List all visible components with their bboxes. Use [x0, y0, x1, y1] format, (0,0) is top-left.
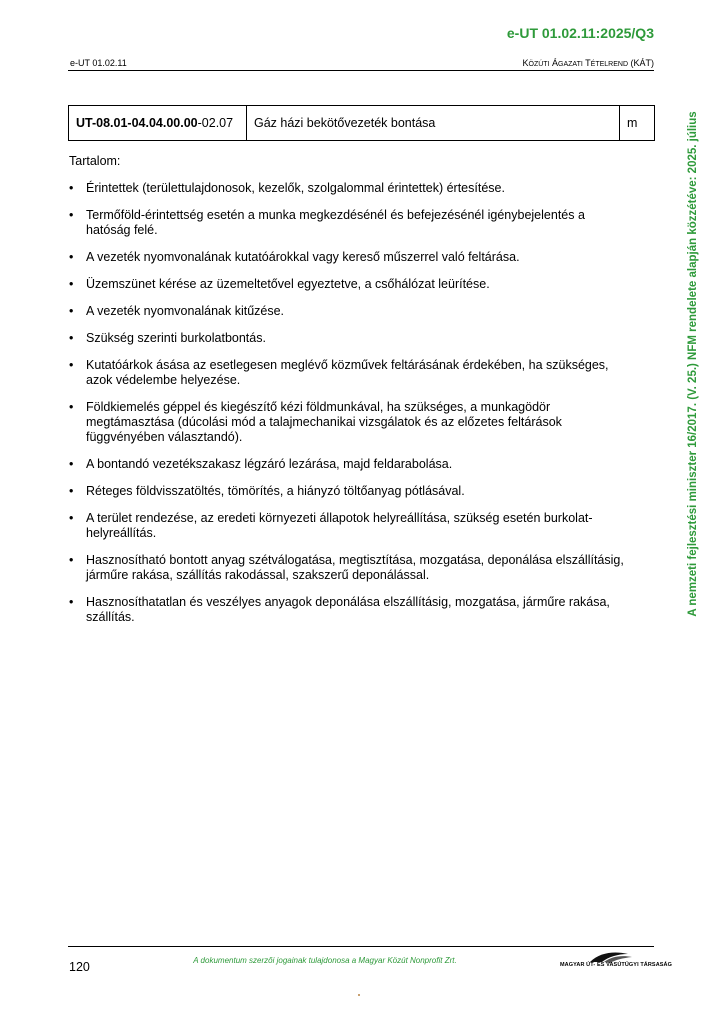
list-item: • Üzemszünet kérése az üzemeltetővel egyeztetve, a csőhálózat leürítése.	[69, 277, 490, 291]
list-item: • Réteges földvisszatöltés, tömörítés, a hiányzó töltőanyag pótlásával.	[69, 484, 465, 498]
company-logo	[560, 950, 672, 972]
list-item: • A terület rendezése, az eredeti környezeti állapotok helyreállítása, szükség esetén burkolat-helyreállítás.	[69, 511, 593, 540]
bullet-icon: •	[69, 400, 74, 414]
bullet-icon: •	[69, 331, 74, 345]
bullet-icon: •	[69, 304, 74, 318]
content-label: Tartalom:	[69, 154, 121, 168]
item-unit: m	[620, 106, 655, 141]
list-item: • A vezeték nyomvonalának kutatóárokkal vagy kereső műszerrel való feltárása.	[69, 250, 520, 264]
list-item: • Kutatóárkok ásása az esetlegesen meglévő közművek feltárásának érdekében, ha szükséges, azok védelembe helyezése.	[69, 358, 609, 387]
copyright-notice: A dokumentum szerzői jogainak tulajdonosa a Magyar Közút Nonprofit Zrt.	[193, 956, 457, 965]
bullet-icon: •	[69, 457, 74, 471]
bullet-icon: •	[69, 181, 74, 195]
item-code: UT-08.01-04.04.00.00-02.07	[69, 106, 247, 141]
list-item: • A bontandó vezetékszakasz légzáró lezárása, majd feldarabolása.	[69, 457, 453, 471]
list-item: • Földkiemelés géppel és kiegészítő kézi földmunkával, ha szükséges, a munkagödör megtámasztása (dúcolási mód a talajmechanikai vizsgálatok és az előzetes feltárások függvényében választandó).	[69, 400, 562, 444]
footer-rule	[68, 946, 654, 947]
page-number: 120	[69, 960, 90, 974]
item-table	[68, 105, 655, 141]
list-item: • Érintettek (területtulajdonosok, kezelők, szolgalommal érintettek) értesítése.	[69, 181, 505, 195]
bullet-icon: •	[69, 511, 74, 525]
header-rule	[68, 70, 654, 71]
bullet-icon: •	[69, 484, 74, 498]
list-item: • Hasznosíthatatlan és veszélyes anyagok deponálása elszállításig, mozgatása, járműre rakása, szállítás.	[69, 595, 610, 624]
bullet-icon: •	[69, 553, 74, 567]
content-list	[69, 181, 629, 637]
item-name: Gáz házi bekötővezeték bontása	[247, 106, 620, 141]
bullet-icon: •	[69, 250, 74, 264]
list-item: • Szükség szerinti burkolatbontás.	[69, 331, 266, 345]
publication-side-note: A nemzeti fejlesztési miniszter 16/2017. (V. 25.) NFM rendelete alapján közzétéve: 2025. július	[687, 111, 699, 617]
list-item: • Termőföld-érintettség esetén a munka megkezdésénél és befejezésénél igénybejelentés a hatóság felé.	[69, 208, 585, 237]
document-code: e-UT 01.02.11:2025/Q3	[506, 25, 654, 41]
bullet-icon: •	[69, 595, 74, 609]
scan-mark	[358, 994, 360, 996]
header-left: e-UT 01.02.11	[70, 58, 127, 68]
list-item: • Hasznosítható bontott anyag szétválogatása, megtisztítása, mozgatása, deponálása elszállításig, járműre rakása, szállítás rakodással, szakszerű deponálással.	[69, 553, 624, 582]
logo-text: MAGYAR ÚT- ÉS VASÚTÜGYI TÁRSASÁG	[560, 962, 672, 968]
bullet-icon: •	[69, 208, 74, 222]
bullet-icon: •	[69, 358, 74, 372]
header-right: KÖZÚTI ÁGAZATI TÉTELREND (KÁT)	[522, 58, 654, 68]
list-item: • A vezeték nyomvonalának kitűzése.	[69, 304, 285, 318]
item-row	[69, 106, 655, 141]
bullet-icon: •	[69, 277, 74, 291]
